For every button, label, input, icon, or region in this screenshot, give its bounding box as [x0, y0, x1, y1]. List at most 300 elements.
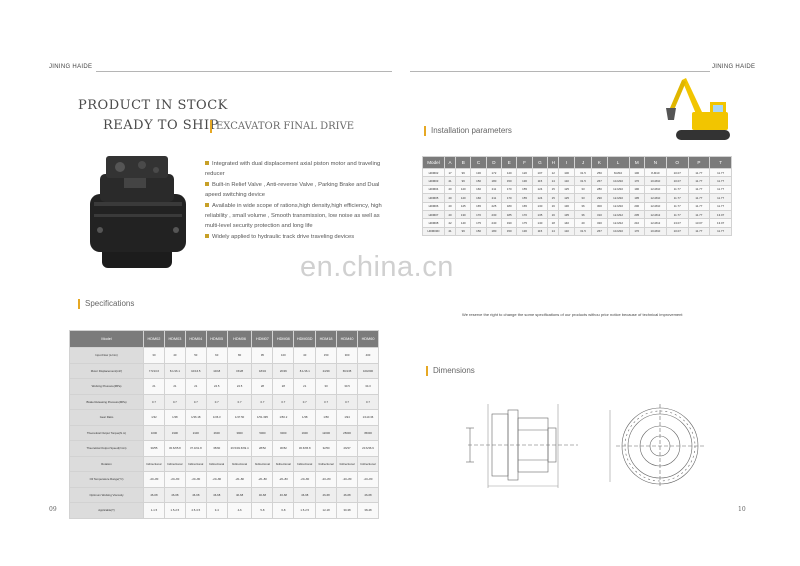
table-cell: 400 [358, 348, 379, 364]
table-cell: 96 [456, 227, 471, 235]
table-cell: 12000 [316, 425, 337, 441]
table-cell: 12-18 [316, 503, 337, 519]
table-cell: 160 [471, 194, 486, 202]
row-label-cell: Brake Releasing Pressure(MPa) [70, 394, 144, 410]
table-header-cell: A [445, 157, 456, 169]
feature-list [205, 159, 395, 242]
table-cell: 13.07 [688, 219, 710, 227]
table-cell: 8-M10 [644, 169, 666, 177]
table-cell: 1000 [144, 425, 165, 441]
table-header-cell: T [710, 157, 732, 169]
table-cell: 32/50 [316, 441, 337, 457]
table-cell: 130 [456, 210, 471, 218]
table-cell: 20 [445, 185, 456, 193]
table-cell: 125 [559, 194, 574, 202]
table-cell: 0.7 [206, 394, 227, 410]
table-header-cell: HDM05 [206, 331, 227, 348]
table-cell: 0.7 [337, 394, 358, 410]
table-cell: 100/200 [358, 363, 379, 379]
table-cell: 180 [486, 227, 501, 235]
row-label-cell: Optimum Working Viscosity [70, 487, 144, 503]
row-label-cell: HDM07 [423, 210, 445, 218]
table-cell: 100 [273, 348, 294, 364]
table-cell: 12-M12 [607, 210, 629, 218]
table-cell: 0.7 [144, 394, 165, 410]
table-cell: 0.7 [227, 394, 252, 410]
table-cell: 267 [592, 227, 607, 235]
table-cell: 267 [592, 177, 607, 185]
table-cell: 11.77 [666, 210, 688, 218]
table-cell: 46-68 [164, 487, 185, 503]
table-cell: 115 [532, 227, 547, 235]
table-cell: 8.1/16.1 [294, 363, 316, 379]
table-cell: 12-M12 [607, 219, 629, 227]
table-cell: 28/52 [252, 441, 273, 457]
table-cell: 180 [486, 177, 501, 185]
table-cell: 11.77 [710, 169, 732, 177]
row-label-cell: HDM04 [423, 185, 445, 193]
table-cell: 1/50 [316, 410, 337, 426]
table-cell: 124 [532, 185, 547, 193]
row-label-cell: HDM08 [423, 219, 445, 227]
table-cell: 130 [559, 202, 574, 210]
table-cell: 30.6/65.8 [294, 441, 316, 457]
table-header-cell: G [532, 157, 547, 169]
table-row [70, 379, 379, 395]
table-row [423, 202, 732, 210]
table-cell: 170 [471, 210, 486, 218]
table-header-cell: HDM04 [185, 331, 206, 348]
table-cell: 10/18 [206, 363, 227, 379]
table-cell: 5000 [252, 425, 273, 441]
table-cell: 2.5-3.5 [185, 503, 206, 519]
table-cell: 0.7 [316, 394, 337, 410]
table-header-cell: O [666, 157, 688, 169]
table-cell: -20~80 [294, 472, 316, 488]
table-header-cell: F [517, 157, 532, 169]
table-cell: 80 [227, 348, 252, 364]
table-cell: 35000 [358, 425, 379, 441]
table-cell: 125 [456, 202, 471, 210]
table-cell: 170 [629, 227, 644, 235]
dimension-front-view-drawing [602, 400, 712, 492]
table-cell: 46-68 [185, 487, 206, 503]
feature-item: Built-in Relief Valve , Anti-reverse Valve , Parking Brake and Dual apeed switching device [205, 181, 380, 199]
table-cell: 13.07 [710, 219, 732, 227]
table-cell: 21 [164, 379, 185, 395]
table-cell: bidirectional [185, 456, 206, 472]
header-rule-right [410, 71, 710, 72]
dimension-side-view-drawing [458, 400, 588, 492]
table-cell: 124 [532, 194, 547, 202]
table-cell: bidirectional [358, 456, 379, 472]
table-cell: 150 [502, 227, 517, 235]
table-cell: 16 [548, 210, 559, 218]
table-cell: 10-M10 [607, 227, 629, 235]
table-cell: 30-38 [337, 503, 358, 519]
table-cell: 12-M10 [644, 194, 666, 202]
table-cell: 125 [559, 185, 574, 193]
table-cell: bidirectional [273, 456, 294, 472]
table-cell: 18/34 [252, 363, 273, 379]
table-header-cell: J [574, 157, 591, 169]
table-cell: 36 [574, 210, 591, 218]
table-cell: -20~80 [316, 472, 337, 488]
table-cell: 150 [316, 348, 337, 364]
table-cell: 11.77 [688, 185, 710, 193]
table-cell: 8.1/16.1 [164, 363, 185, 379]
section-dimensions-title: Dimensions [426, 366, 475, 376]
table-row [423, 169, 732, 177]
table-cell: 110 [559, 177, 574, 185]
table-header-cell: B [456, 157, 471, 169]
table-header-cell: HDM02 [144, 331, 165, 348]
table-cell: 15 [548, 185, 559, 193]
table-cell: 4-6 [227, 503, 252, 519]
table-cell: 190 [502, 219, 517, 227]
table-cell: 35/60 [206, 441, 227, 457]
table-cell: 140 [559, 219, 574, 227]
table-cell: 38-48 [358, 503, 379, 519]
table-cell: 130 [471, 169, 486, 177]
table-cell: 15/28 [227, 363, 252, 379]
bullet-icon [205, 203, 209, 207]
table-cell: 46-68 [252, 487, 273, 503]
table-header-cell: C [471, 157, 486, 169]
table-cell: 185 [502, 210, 517, 218]
row-label-cell: Motor Displacement(ml/r) [70, 363, 144, 379]
table-header-row [70, 331, 379, 348]
row-label-cell: Theoretical Output Torque(N.m) [70, 425, 144, 441]
table-cell: 46-68 [337, 487, 358, 503]
table-header-cell: HDM06 [227, 331, 252, 348]
table-cell: 36 [574, 202, 591, 210]
table-cell: 11.77 [710, 185, 732, 193]
table-cell: 135 [559, 210, 574, 218]
table-cell: 24/39 [316, 363, 337, 379]
table-cell: 1/32 [144, 410, 165, 426]
table-cell: 11.77 [666, 194, 688, 202]
table-cell: 300 [337, 348, 358, 364]
table-cell: 60 [206, 348, 227, 364]
table-cell: 30 [316, 379, 337, 395]
table-cell: 14 [548, 177, 559, 185]
table-cell: 1/51.395 [252, 410, 273, 426]
table-cell: 12-M10 [607, 185, 629, 193]
table-header-cell: Model [423, 157, 445, 169]
table-cell: 7.5/13.6 [144, 363, 165, 379]
table-cell: 20 [445, 210, 456, 218]
table-cell: 240 [486, 219, 501, 227]
table-row [70, 503, 379, 519]
row-label-cell: Input Flow (L/min) [70, 348, 144, 364]
table-cell: 46-68 [206, 487, 227, 503]
table-cell: bidirectional [164, 456, 185, 472]
table-cell: 110 [559, 227, 574, 235]
table-header-cell: H [548, 157, 559, 169]
table-cell: 10.07 [666, 169, 688, 177]
table-cell: 130 [517, 227, 532, 235]
table-cell: 120 [456, 185, 471, 193]
table-cell: 190 [629, 185, 644, 193]
table-cell: 210 [629, 219, 644, 227]
table-cell: 26/37 [337, 441, 358, 457]
table-cell: 2600 [206, 425, 227, 441]
table-cell: 175 [471, 219, 486, 227]
table-row [423, 185, 732, 193]
header-brand-right: JINING HAIDE [712, 64, 756, 70]
table-row [70, 410, 379, 426]
table-cell: 12-M12 [644, 219, 666, 227]
feature-item: Available in wide scope of rations,high density,high efficiency, high reliability , small volume , Smooth transmission, low noise as well as multi-level security protection and long life [205, 202, 382, 230]
table-header-cell: K [592, 157, 607, 169]
table-cell: 1/38 [294, 410, 316, 426]
table-cell: 0.7 [273, 394, 294, 410]
table-cell: 34.3 [358, 379, 379, 395]
table-cell: bidirectional [227, 456, 252, 472]
table-cell: 11.77 [688, 202, 710, 210]
table-cell: -20~80 [358, 472, 379, 488]
table-row [70, 472, 379, 488]
page-number-left: 09 [49, 506, 57, 513]
row-label-cell: Theoretical Output Speed(r/min) [70, 441, 144, 457]
header-rule-left [96, 71, 392, 72]
table-row [70, 425, 379, 441]
table-cell: 205 [629, 210, 644, 218]
table-cell: 30/52 [273, 441, 294, 457]
table-cell: 3-4 [206, 503, 227, 519]
table-cell: 1.5-2.5 [164, 503, 185, 519]
table-cell: 170 [502, 194, 517, 202]
table-cell: 30.6/65.8 [164, 441, 185, 457]
bullet-icon [205, 182, 209, 186]
table-cell: 310 [592, 210, 607, 218]
table-cell: 12-M10 [644, 202, 666, 210]
table-cell: 14 [548, 227, 559, 235]
row-label-cell: HDM03D [423, 227, 445, 235]
table-cell: 11.77 [666, 185, 688, 193]
table-cell: 1-1.5 [144, 503, 165, 519]
table-cell: 12 [548, 169, 559, 177]
table-cell: 10-M10 [644, 227, 666, 235]
table-row [70, 441, 379, 457]
table-cell: 20 [445, 202, 456, 210]
table-cell: -20~80 [144, 472, 165, 488]
table-cell: 24.5 [227, 379, 252, 395]
table-cell: 30.5 [337, 379, 358, 395]
table-cell: 150 [502, 177, 517, 185]
hero-title-line2: READY TO SHIP [103, 118, 219, 133]
table-cell: 46-68 [316, 487, 337, 503]
table-cell: 1/110.36 [358, 410, 379, 426]
table-cell: 26.5/49.6/69.4 [227, 441, 252, 457]
table-cell: 21 [185, 379, 206, 395]
table-cell: -20~80 [164, 472, 185, 488]
table-cell: 1900 [294, 425, 316, 441]
table-header-cell: N [644, 157, 666, 169]
table-cell: 115 [532, 177, 547, 185]
table-row [423, 177, 732, 185]
table-cell: 21 [445, 227, 456, 235]
table-cell: 10.07 [666, 227, 688, 235]
table-cell: -20~80 [206, 472, 227, 488]
row-label-cell: Oil Temperature Range(°C) [70, 472, 144, 488]
table-cell: bidirectional [144, 456, 165, 472]
table-cell: 10-M10 [607, 177, 629, 185]
feature-item: Integrated with dual displacement axial piston motor and traveling reducer [205, 161, 381, 178]
installation-table [422, 156, 732, 236]
table-cell: 1/94 [337, 410, 358, 426]
page-number-right: 10 [738, 506, 746, 513]
table-cell: 140 [502, 169, 517, 177]
table-cell: 300 [592, 202, 607, 210]
table-row [70, 487, 379, 503]
row-label-cell: HDM05 [423, 194, 445, 202]
table-cell: 11.77 [710, 202, 732, 210]
table-cell: 100 [559, 169, 574, 177]
table-cell: 175 [517, 219, 532, 227]
table-cell: bidirectional [294, 456, 316, 472]
feature-item: Widely applied to hydraulic track drive traveling devices [205, 232, 395, 242]
table-cell: 225 [486, 202, 501, 210]
table-cell: 11.77 [710, 177, 732, 185]
table-cell: 12-M10 [607, 194, 629, 202]
hero-subtitle: EXCAVATOR FINAL DRIVE [210, 120, 354, 133]
table-cell: 6000 [273, 425, 294, 441]
table-cell: 6-8 [273, 503, 294, 519]
table-cell: 100 [629, 169, 644, 177]
table-cell: -20~80 [185, 472, 206, 488]
table-cell: bidirectional [337, 456, 358, 472]
table-cell: 135 [532, 210, 547, 218]
table-cell: 130 [532, 202, 547, 210]
table-header-cell: HDM03D [294, 331, 316, 348]
table-row [423, 210, 732, 218]
table-cell: 25000 [337, 425, 358, 441]
table-cell: 280 [592, 185, 607, 193]
table-cell: bidirectional [206, 456, 227, 472]
table-cell: 0.7 [185, 394, 206, 410]
row-label-cell: HDM06 [423, 202, 445, 210]
section-specifications-title: Specifications [78, 299, 134, 309]
table-cell: 211 [486, 185, 501, 193]
table-cell: 5-8 [252, 503, 273, 519]
table-cell: 211 [486, 194, 501, 202]
table-cell: 120 [456, 194, 471, 202]
table-cell: 96 [456, 169, 471, 177]
table-row [423, 194, 732, 202]
table-cell: 31.5 [574, 169, 591, 177]
table-cell: 33 [574, 194, 591, 202]
disclaimer-note: We reserve the right to change the some specifications of our products withou prior notice because of technical improvement [462, 312, 683, 317]
table-cell: 17 [445, 169, 456, 177]
table-cell: 31.5 [574, 227, 591, 235]
table-cell: -20~80 [252, 472, 273, 488]
table-cell: 46-68 [227, 487, 252, 503]
table-cell: 46-68 [273, 487, 294, 503]
table-cell: 1900 [164, 425, 185, 441]
table-header-row [423, 157, 732, 169]
table-cell: 28 [252, 379, 273, 395]
table-cell: 11.77 [688, 210, 710, 218]
table-cell: 13.07 [666, 219, 688, 227]
table-cell: 1/38 [164, 410, 185, 426]
table-header-cell: HDM08 [273, 331, 294, 348]
table-cell: 165 [471, 202, 486, 210]
table-cell: 31.5 [574, 177, 591, 185]
table-cell: 21 [445, 177, 456, 185]
row-label-cell: Working Pressure(MPa) [70, 379, 144, 395]
table-cell: 2100 [185, 425, 206, 441]
table-cell: 66/135 [337, 363, 358, 379]
table-cell: -20~80 [273, 472, 294, 488]
table-cell: 11.77 [688, 227, 710, 235]
table-header-cell: L [607, 157, 629, 169]
table-cell: 10-M10 [644, 177, 666, 185]
table-cell: 15 [548, 194, 559, 202]
table-cell: 1/47.50 [227, 410, 252, 426]
header-brand-left: JINING HAIDE [49, 64, 93, 70]
table-cell: 40 [574, 219, 591, 227]
table-cell: -20~80 [227, 472, 252, 488]
table-cell: 11.77 [666, 202, 688, 210]
table-cell: 50 [185, 348, 206, 364]
table-cell: 155 [517, 194, 532, 202]
table-cell: 8-M10 [607, 169, 629, 177]
table-cell: 28 [273, 379, 294, 395]
table-cell: 46-68 [358, 487, 379, 503]
table-row [70, 363, 379, 379]
table-cell: 46-68 [144, 487, 165, 503]
table-cell: 107 [532, 169, 547, 177]
table-cell: 21 [144, 379, 165, 395]
table-cell: 200 [629, 202, 644, 210]
table-cell: 30/55 [144, 441, 165, 457]
table-row [70, 456, 379, 472]
table-header-cell: HDM40 [337, 331, 358, 348]
table-cell: 30 [144, 348, 165, 364]
table-cell: 16 [548, 202, 559, 210]
row-label-cell: HDM03 [423, 177, 445, 185]
table-header-cell: HDM07 [252, 331, 273, 348]
final-drive-photo [80, 150, 198, 274]
table-cell: 21 [294, 379, 316, 395]
table-cell: 1/36.3 [206, 410, 227, 426]
table-cell: 95 [252, 348, 273, 364]
table-row [70, 348, 379, 364]
table-cell: 37.4/61.8 [185, 441, 206, 457]
excavator-illustration [662, 74, 734, 144]
table-cell: 250 [592, 169, 607, 177]
table-cell: 11.77 [710, 227, 732, 235]
table-cell: 130 [517, 177, 532, 185]
row-label-cell: Rotation [70, 456, 144, 472]
table-cell: 172 [486, 169, 501, 177]
table-cell: 33 [574, 185, 591, 193]
table-cell: 180 [502, 202, 517, 210]
table-cell: 0.7 [164, 394, 185, 410]
table-cell: bidirectional [316, 456, 337, 472]
table-header-cell: HDM18 [316, 331, 337, 348]
table-cell: 10.07 [666, 177, 688, 185]
table-cell: 230 [486, 210, 501, 218]
bullet-icon [205, 161, 209, 165]
table-header-cell: M [629, 157, 644, 169]
table-cell: 96 [456, 177, 471, 185]
table-cell: 0.7 [252, 394, 273, 410]
table-header-cell: I [559, 157, 574, 169]
table-header-cell: HDM60 [358, 331, 379, 348]
